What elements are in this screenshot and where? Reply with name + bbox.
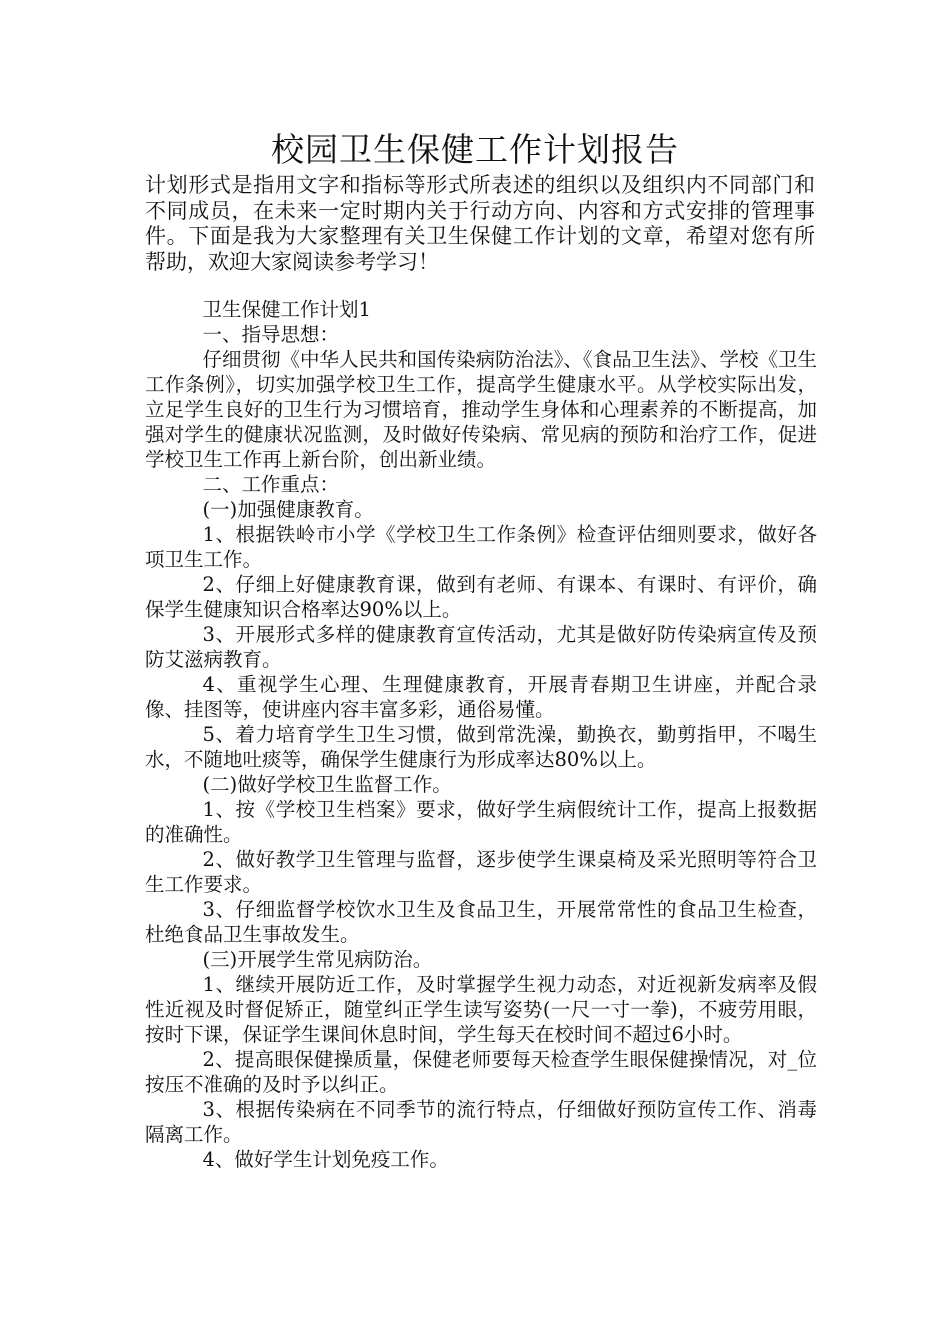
section-heading-work-focus: 二、工作重点： — [202, 473, 340, 496]
list-item: 3、开展形式多样的健康教育宣传活动，尤其是做好防传染病宣传及预防艾滋病教育。 — [145, 623, 817, 671]
section-heading-guiding-ideology: 一、指导思想： — [202, 323, 340, 346]
list-item: 1、继续开展防近工作，及时掌握学生视力动态，对近视新发病率及假性近视及时督促矫正，随堂纠正学生读写姿势(一尺一寸一拳)，不疲劳用眼，按时下课，保证学生课间休息时间，学生每天在校时间不超过6小时。 — [145, 973, 817, 1046]
list-item: 3、根据传染病在不同季节的流行特点，仔细做好预防宣传工作、消毒隔离工作。 — [145, 1098, 817, 1146]
list-item: 5、着力培育学生卫生习惯，做到常洗澡，勤换衣，勤剪指甲，不喝生水，不随地吐痰等，确保学生健康行为形成率达80%以上。 — [145, 723, 817, 771]
section-heading-plan-1: 卫生保健工作计划1 — [202, 298, 371, 321]
list-item: 2、做好教学卫生管理与监督，逐步使学生课桌椅及采光照明等符合卫生工作要求。 — [145, 848, 817, 896]
list-item: 3、仔细监督学校饮水卫生及食品卫生，开展常常性的食品卫生检查，杜绝食品卫生事故发生。 — [145, 898, 817, 946]
subsection-heading: (二)做好学校卫生监督工作。 — [202, 773, 452, 796]
body-paragraph: 仔细贯彻《中华人民共和国传染病防治法》、《食品卫生法》、学校《卫生工作条例》，切实加强学校卫生工作，提高学生健康水平。从学校实际出发，立足学生良好的卫生行为习惯培育，推动学生身体和心理素养的不断提高，加强对学生的健康状况监测，及时做好传染病、常见病的预防和治疗工作，促进学校卫生工作再上新台阶，创出新业绩。 — [145, 348, 817, 471]
list-item: 2、仔细上好健康教育课，做到有老师、有课本、有课时、有评价，确保学生健康知识合格率达90%以上。 — [145, 573, 817, 621]
list-item: 4、重视学生心理、生理健康教育，开展青春期卫生讲座，并配合录像、挂图等，使讲座内容丰富多彩，通俗易懂。 — [145, 673, 817, 721]
subsection-heading: (一)加强健康教育。 — [202, 498, 374, 521]
list-item: 1、按《学校卫生档案》要求，做好学生病假统计工作，提高上报数据的准确性。 — [145, 798, 817, 846]
document-body — [145, 297, 817, 1172]
subsection-heading: (三)开展学生常见病防治。 — [202, 948, 433, 971]
intro-paragraph: 计划形式是指用文字和指标等形式所表述的组织以及组织内不同部门和不同成员，在未来一定时期内关于行动方向、内容和方式安排的管理事件。下面是我为大家整理有关卫生保健工作计划的文章，希望对您有所帮助，欢迎大家阅读参考学习！ — [145, 173, 815, 274]
list-item: 1、根据铁岭市小学《学校卫生工作条例》检查评估细则要求，做好各项卫生工作。 — [145, 523, 817, 571]
list-item: 2、提高眼保健操质量，保健老师要每天检查学生眼保健操情况，对_位按压不准确的及时予以纠正。 — [145, 1048, 817, 1096]
list-item: 4、做好学生计划免疫工作。 — [202, 1148, 449, 1171]
document-title: 校园卫生保健工作计划报告 — [271, 130, 679, 169]
